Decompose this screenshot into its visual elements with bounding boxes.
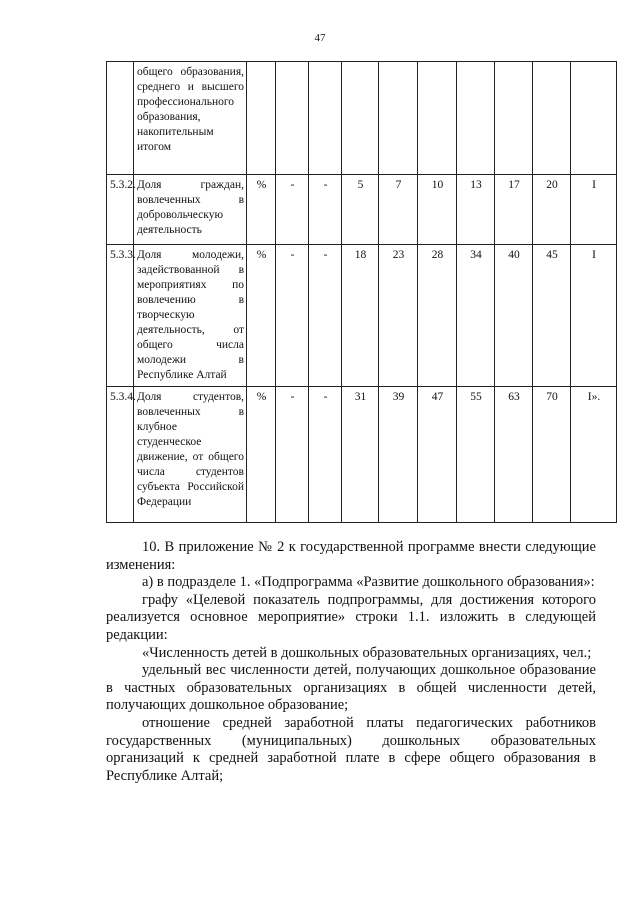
value-cell: 40 [495,245,533,387]
value-cell: 13 [457,175,495,245]
value-cell: 10 [418,175,457,245]
row-number-cell: 5.3.4. [107,387,134,523]
row-number-cell [107,62,134,175]
body-text [106,539,596,785]
paragraph: отношение средней заработной платы педагогических работников государственных (муниципальных) дошкольных образовательных организаций к средней заработной плате в сфере общего образования в Республике Алтай; [106,714,596,784]
value-cell [309,62,342,175]
value-cell: 5 [342,175,379,245]
unit-cell: % [247,387,276,523]
indicators-table [106,61,617,523]
indicator-name-cell: Доля граждан, вовлеченных в добровольческую деятельность [134,175,247,245]
value-cell: - [309,175,342,245]
value-cell: - [276,245,309,387]
value-cell: I [571,175,617,245]
value-cell: 70 [533,387,571,523]
value-cell: 63 [495,387,533,523]
table-row [107,245,617,387]
paragraph: 10. В приложение № 2 к государственной программе внести следующие изменения: [106,539,596,573]
value-cell: 28 [418,245,457,387]
paragraph: «Численность детей в дошкольных образовательных организациях, чел.; [142,644,592,661]
value-cell [418,62,457,175]
value-cell [533,62,571,175]
table-row [107,62,617,175]
page-number: 47 [314,32,326,44]
table-row [107,175,617,245]
paragraph: удельный вес численности детей, получающих дошкольное образование в частных образовательных организациях в общей численности детей, получающих дошкольное образование; [106,662,596,714]
value-cell: 34 [457,245,495,387]
value-cell [276,62,309,175]
value-cell: I [571,245,617,387]
value-cell: - [276,175,309,245]
value-cell: 7 [379,175,418,245]
paragraph: а) в подразделе 1. «Подпрограмма «Развитие дошкольного образования»: [142,574,595,591]
indicator-name-cell: Доля молодежи, задействованной в мероприятиях по вовлечению в творческую деятельность, от общего числа молодежи в Республике Алтай [134,245,247,387]
unit-cell: % [247,175,276,245]
value-cell: 39 [379,387,418,523]
value-cell: 55 [457,387,495,523]
value-cell [457,62,495,175]
value-cell: I». [571,387,617,523]
value-cell [379,62,418,175]
value-cell [495,62,533,175]
value-cell [571,62,617,175]
row-number-cell: 5.3.3. [107,245,134,387]
value-cell: 17 [495,175,533,245]
value-cell: 31 [342,387,379,523]
value-cell [342,62,379,175]
table-row [107,387,617,523]
row-number-cell: 5.3.2. [107,175,134,245]
value-cell: 45 [533,245,571,387]
value-cell: 23 [379,245,418,387]
value-cell: 20 [533,175,571,245]
value-cell: - [276,387,309,523]
value-cell: 18 [342,245,379,387]
value-cell: - [309,387,342,523]
indicator-name-cell: общего образования, среднего и высшего профессионального образования, накопительным итогом [134,62,247,175]
indicator-name-cell: Доля студентов, вовлеченных в клубное студенческое движение, от общего числа студентов субъекта Российской Федерации [134,387,247,523]
value-cell: 47 [418,387,457,523]
paragraph: графу «Целевой показатель подпрограммы, для достижения которого реализуется основное мероприятие» строки 1.1. изложить в следующей редакции: [106,591,596,643]
unit-cell [247,62,276,175]
unit-cell: % [247,245,276,387]
value-cell: - [309,245,342,387]
